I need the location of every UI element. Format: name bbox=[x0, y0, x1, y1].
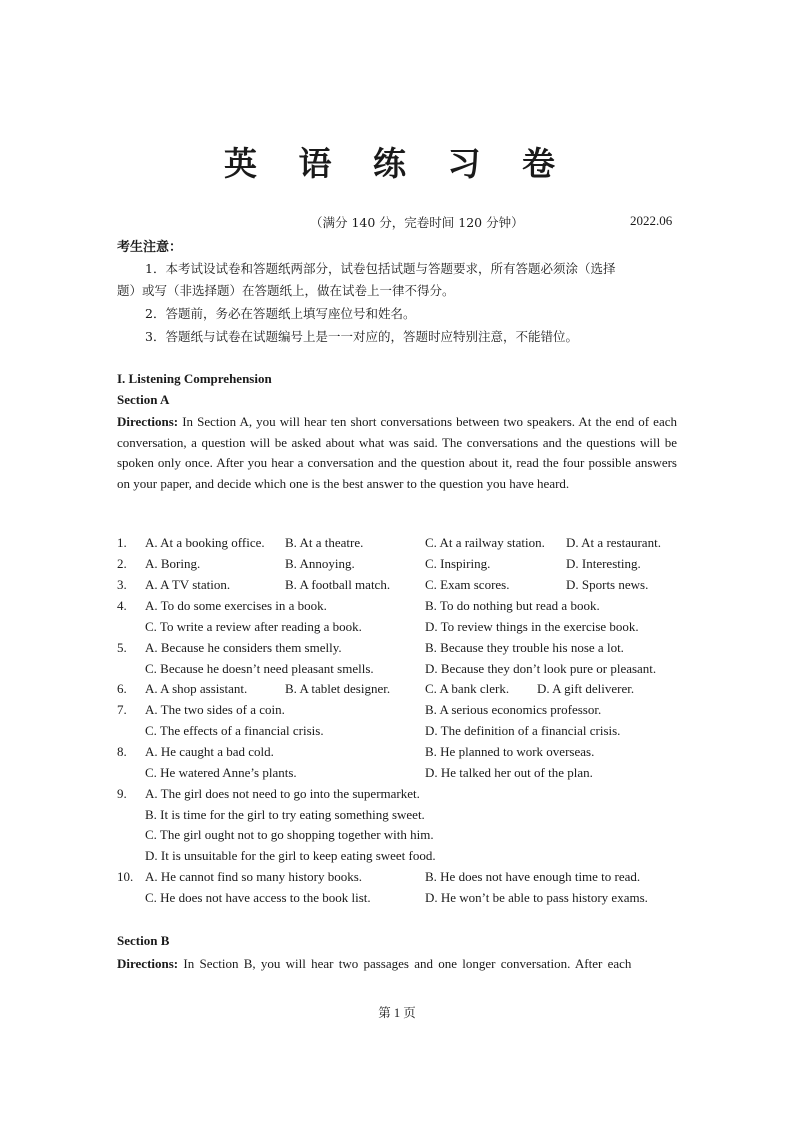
question-number: 6. bbox=[117, 681, 127, 696]
option-d: D. He talked her out of the plan. bbox=[425, 765, 593, 780]
option-c: C. He does not have access to the book list. bbox=[145, 890, 371, 905]
directions-label: Directions: bbox=[117, 414, 179, 429]
question-3 bbox=[117, 577, 697, 598]
option-a: A. A shop assistant. bbox=[145, 681, 248, 696]
question-9-d bbox=[117, 848, 697, 869]
question-10 bbox=[117, 869, 697, 890]
question-number: 5. bbox=[117, 640, 127, 655]
option-c: C. A bank clerk. bbox=[425, 681, 510, 696]
option-c: C. The girl ought not to go shopping together with him. bbox=[145, 827, 434, 842]
section-a-directions bbox=[117, 412, 677, 494]
option-a: A. Because he considers them smelly. bbox=[145, 640, 342, 655]
option-c: C. Inspiring. bbox=[425, 556, 491, 571]
question-7 bbox=[117, 702, 697, 723]
question-number: 10. bbox=[117, 869, 134, 884]
question-5-cont bbox=[117, 661, 697, 682]
part-heading: I. Listening Comprehension bbox=[117, 371, 272, 386]
question-5 bbox=[117, 640, 697, 661]
page-number: 第 1 页 bbox=[378, 1006, 416, 1020]
question-number: 7. bbox=[117, 702, 127, 717]
option-c: C. He watered Anne’s plants. bbox=[145, 765, 297, 780]
notice-item-1 bbox=[117, 258, 677, 279]
option-c: C. Exam scores. bbox=[425, 577, 510, 592]
option-a: A. Boring. bbox=[145, 556, 201, 571]
option-b: B. A serious economics professor. bbox=[425, 702, 602, 717]
score-info: （满分 140 分，完卷时间 120 分钟） bbox=[310, 215, 524, 230]
option-b: B. It is time for the girl to try eating something sweet. bbox=[145, 807, 425, 822]
option-d: D. It is unsuitable for the girl to keep eating sweet food. bbox=[145, 848, 436, 863]
section-b-directions bbox=[117, 954, 677, 975]
question-1 bbox=[117, 535, 697, 556]
option-b: B. A tablet designer. bbox=[285, 681, 391, 696]
question-10-cont bbox=[117, 890, 697, 911]
section-b-heading: Section B bbox=[117, 933, 170, 948]
question-8 bbox=[117, 744, 697, 765]
question-8-cont bbox=[117, 765, 697, 786]
option-c: C. The effects of a financial crisis. bbox=[145, 723, 324, 738]
directions-label: Directions: bbox=[117, 956, 179, 971]
option-d: D. The definition of a financial crisis. bbox=[425, 723, 621, 738]
directions-text: In Section A, you will hear ten short conversations between two speakers. At the end of each conversation, a question will be asked about what was said. The conversations and the questions will be spoken only once. After you hear a conversation and the question about it, read the four possible answers on your paper, and decide which one is the best answer to the question you have heard. bbox=[117, 414, 677, 491]
option-a: A. The two sides of a coin. bbox=[145, 702, 285, 717]
document-title: 英 语 练 习 卷 bbox=[224, 144, 570, 183]
question-6 bbox=[117, 681, 697, 702]
option-b: B. At a theatre. bbox=[285, 535, 364, 550]
option-c: C. To write a review after reading a book. bbox=[145, 619, 362, 634]
notice-item-3: 3．答题纸与试卷在试题编号上是一一对应的，答题时应特别注意，不能错位。 bbox=[145, 329, 578, 344]
option-a: A. He caught a bad cold. bbox=[145, 744, 274, 759]
question-9 bbox=[117, 786, 697, 807]
question-2 bbox=[117, 556, 697, 577]
option-a: A. To do some exercises in a book. bbox=[145, 598, 327, 613]
option-b: B. He planned to work overseas. bbox=[425, 744, 595, 759]
option-a: A. At a booking office. bbox=[145, 535, 265, 550]
option-b: B. Annoying. bbox=[285, 556, 355, 571]
option-c: C. At a railway station. bbox=[425, 535, 545, 550]
question-number: 9. bbox=[117, 786, 127, 801]
option-d: D. At a restaurant. bbox=[566, 535, 661, 550]
option-d: D. Sports news. bbox=[566, 577, 649, 592]
notice-item-1-line-1: 1．本考试设试卷和答题纸两部分，试卷包括试题与答题要求，所有答题必须涂（选择 bbox=[145, 261, 616, 276]
option-c: C. Because he doesn’t need pleasant smells. bbox=[145, 661, 374, 676]
notice-item-1-cont: 题）或写（非选择题）在答题纸上，做在试卷上一律不得分。 bbox=[117, 283, 455, 298]
section-a-heading: Section A bbox=[117, 392, 170, 407]
question-number: 3. bbox=[117, 577, 127, 592]
option-d: D. He won’t be able to pass history exams. bbox=[425, 890, 648, 905]
option-a: A. A TV station. bbox=[145, 577, 231, 592]
question-9-c bbox=[117, 827, 697, 848]
option-b: B. A football match. bbox=[285, 577, 391, 592]
question-number: 2. bbox=[117, 556, 127, 571]
exam-date: 2022.06 bbox=[630, 213, 673, 228]
directions-text: In Section B, you will hear two passages and one longer conversation. After each bbox=[178, 956, 632, 971]
question-4 bbox=[117, 598, 697, 619]
option-d: D. To review things in the exercise book. bbox=[425, 619, 639, 634]
question-4-cont bbox=[117, 619, 697, 640]
option-d: D. A gift deliverer. bbox=[537, 681, 635, 696]
question-7-cont bbox=[117, 723, 697, 744]
option-a: A. The girl does not need to go into the supermarket. bbox=[145, 786, 420, 801]
question-number: 4. bbox=[117, 598, 127, 613]
option-d: D. Because they don’t look pure or pleasant. bbox=[425, 661, 657, 676]
question-number: 8. bbox=[117, 744, 127, 759]
question-9-b bbox=[117, 807, 697, 828]
option-b: B. He does not have enough time to read. bbox=[425, 869, 641, 884]
option-b: B. Because they trouble his nose a lot. bbox=[425, 640, 624, 655]
notice-item-2: 2．答题前，务必在答题纸上填写座位号和姓名。 bbox=[145, 306, 416, 321]
notice-heading: 考生注意： bbox=[117, 240, 183, 255]
question-number: 1. bbox=[117, 535, 127, 550]
option-b: B. To do nothing but read a book. bbox=[425, 598, 600, 613]
option-a: A. He cannot find so many history books. bbox=[145, 869, 363, 884]
option-d: D. Interesting. bbox=[566, 556, 641, 571]
